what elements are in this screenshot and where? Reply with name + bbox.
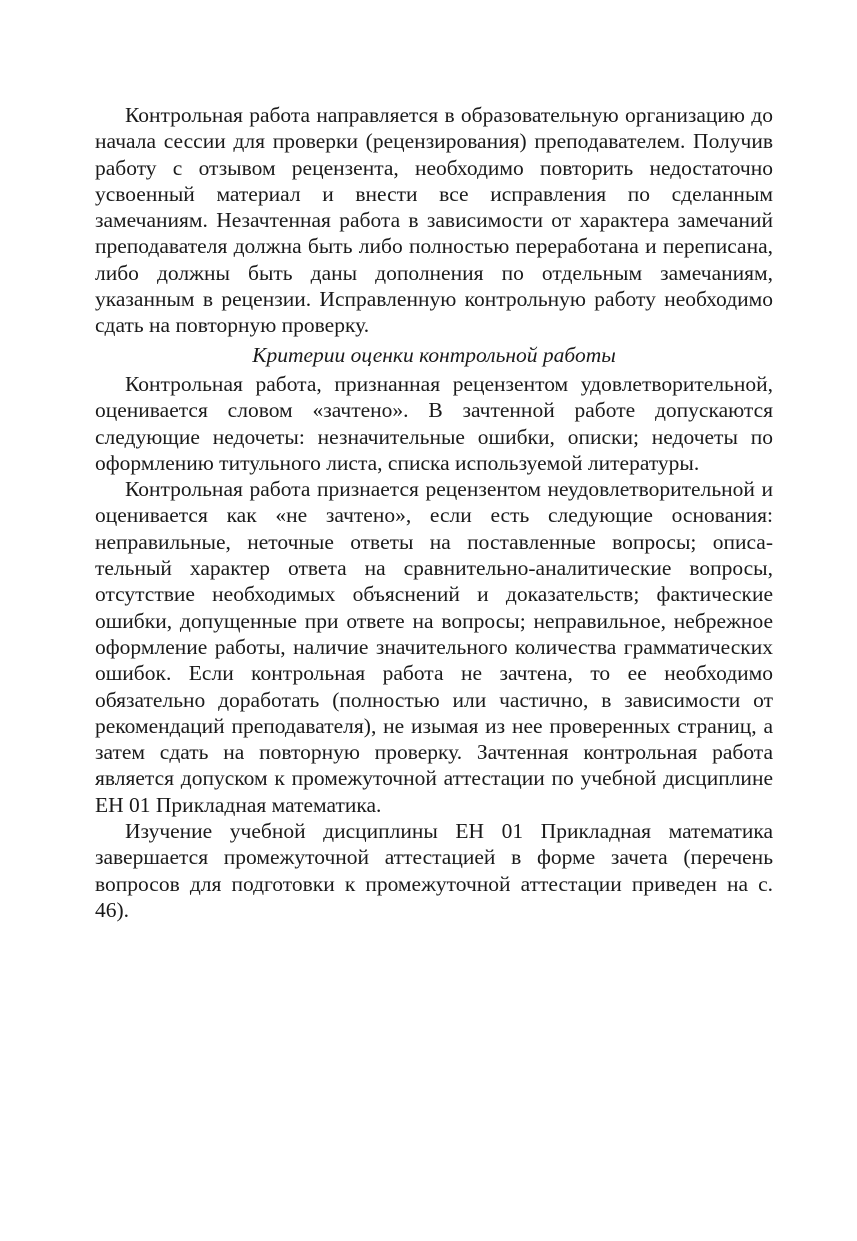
paragraph-failed-criteria: Контрольная работа признается рецензентом неудовлетворительной и оценивается как «не зачтено», если есть следующие основания: неправильные, неточные ответы на поставленные вопросы; описательный характер ответа на сравнительно-аналитические вопросы, отсутствие необходимых объяснений и доказательств; фактические ошибки, допущенные при ответе на вопросы; неправильное, небрежное оформление работы, наличие значительного количества грамматических ошибок. Если контрольная работа не зачтена, то ее необходимо обязательно доработать (полностью или частично, в зависимости от рекомендаций преподавателя), не изымая из нее проверенных страниц, а затем сдать на повторную проверку. Зачтенная контрольная работа является допуском к промежуточной аттестации по учебной дисциплине ЕН 01 Прикладная математика. <box>95 477 773 817</box>
paragraph-passed-criteria: Контрольная работа, признанная рецензентом удовлетворительной, оценивается словом «зачтено». В зачтенной работе допускаются следующие недочеты: незначительные ошибки, описки; недочеты по оформлению титульного листа, списка используемой литературы. <box>95 371 773 475</box>
section-heading: Критерии оценки контрольной работы <box>252 342 616 367</box>
document-page <box>95 102 773 923</box>
paragraph-submission: Контрольная работа направляется в образовательную организацию до начала сессии для проверки (рецензирования) преподавателем. Получив работу с отзывом рецензента, необходимо повторить недостаточно усвоенный материал и внести все исправления по сделанным замечаниям. Незачтенная работа в зависимости от характера замечаний преподавателя должна быть либо полностью переработана и переписана, либо должны быть даны дополнения по отдельным замечаниям, указанным в рецензии. Исправленную контрольную работу необходимо сдать на повторную проверку. <box>95 103 773 338</box>
paragraph-final-assessment: Изучение учебной дисциплины ЕН 01 Прикладная математика завершается промежуточной аттестацией в форме зачета (перечень вопросов для подготовки к промежуточной аттестации приведен на с. 46). <box>95 819 773 922</box>
